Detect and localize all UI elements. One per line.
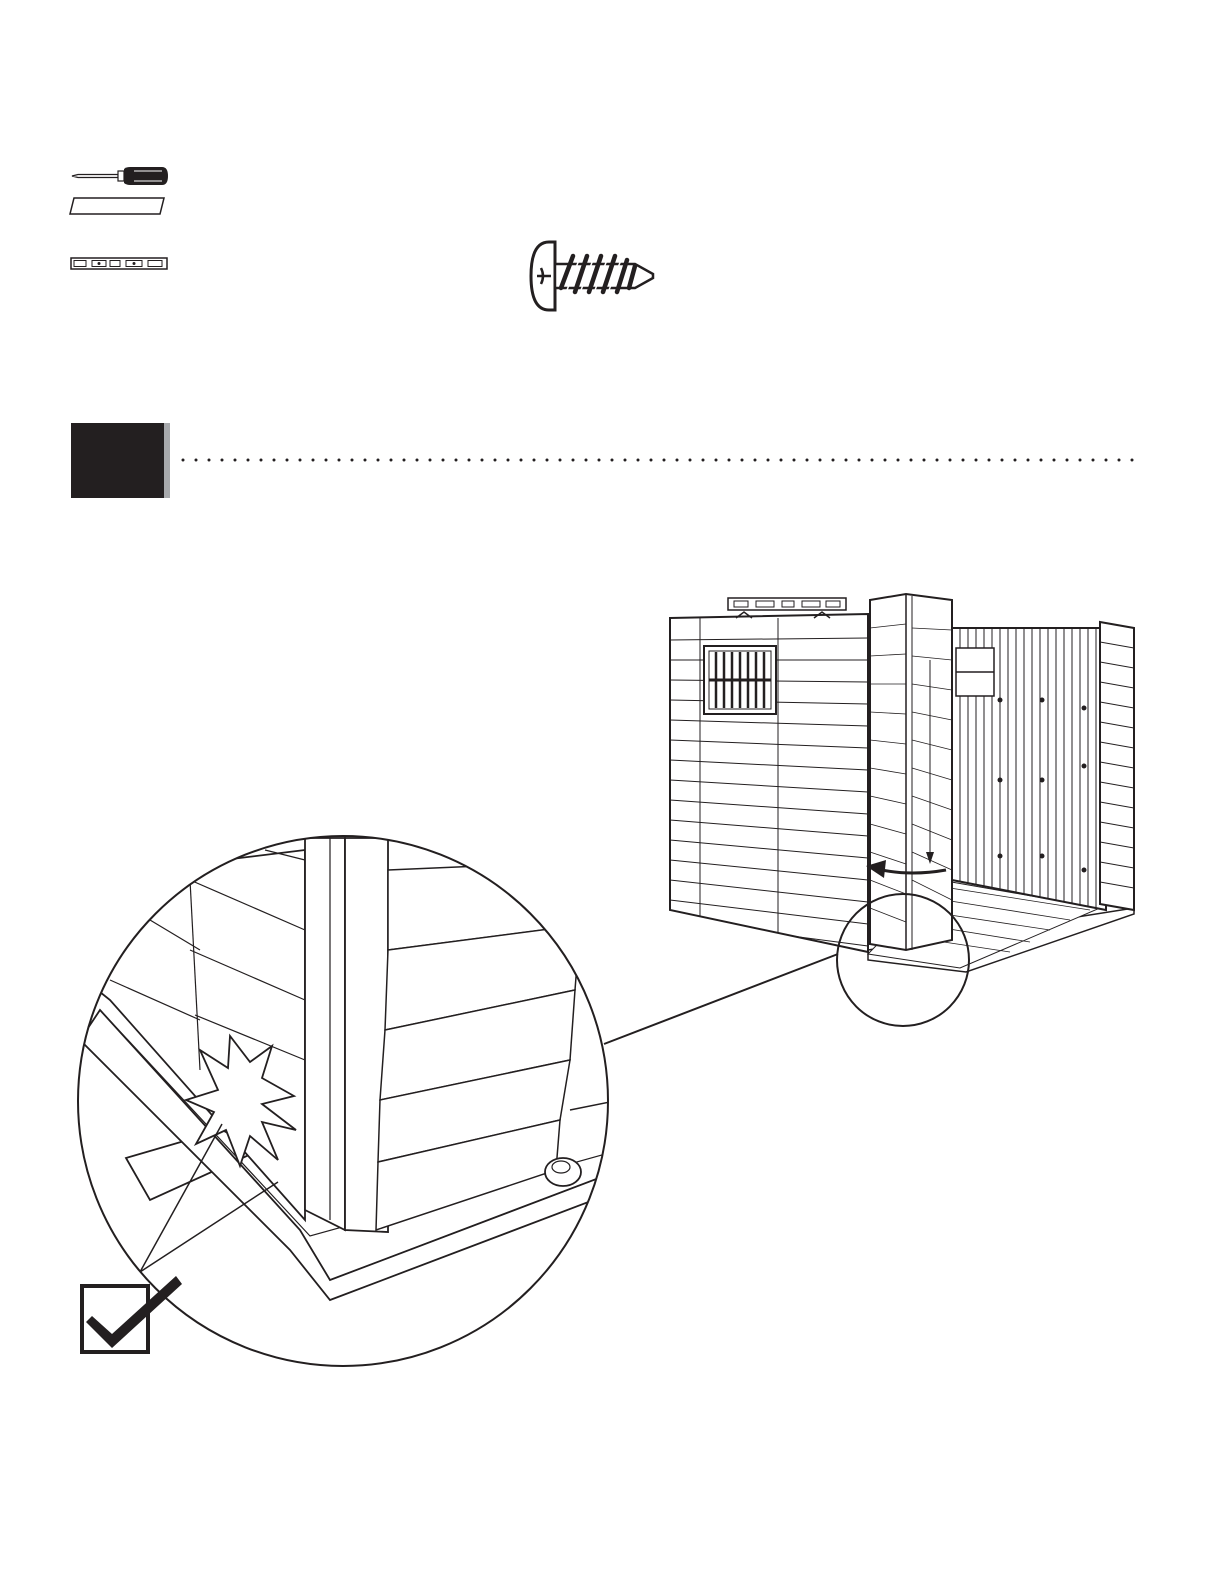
screwdriver-icon bbox=[70, 164, 170, 188]
pan-head-screw-icon bbox=[527, 238, 657, 314]
wood-board-icon bbox=[68, 194, 168, 218]
dotted-divider bbox=[180, 457, 1142, 463]
step-number bbox=[71, 423, 164, 498]
detail-leader-line bbox=[600, 940, 840, 1050]
level-icon bbox=[70, 256, 170, 272]
step-number-box bbox=[71, 423, 164, 498]
step-box-shadow bbox=[164, 423, 170, 498]
checkmark-icon bbox=[76, 1268, 188, 1360]
tools-list bbox=[68, 160, 170, 280]
